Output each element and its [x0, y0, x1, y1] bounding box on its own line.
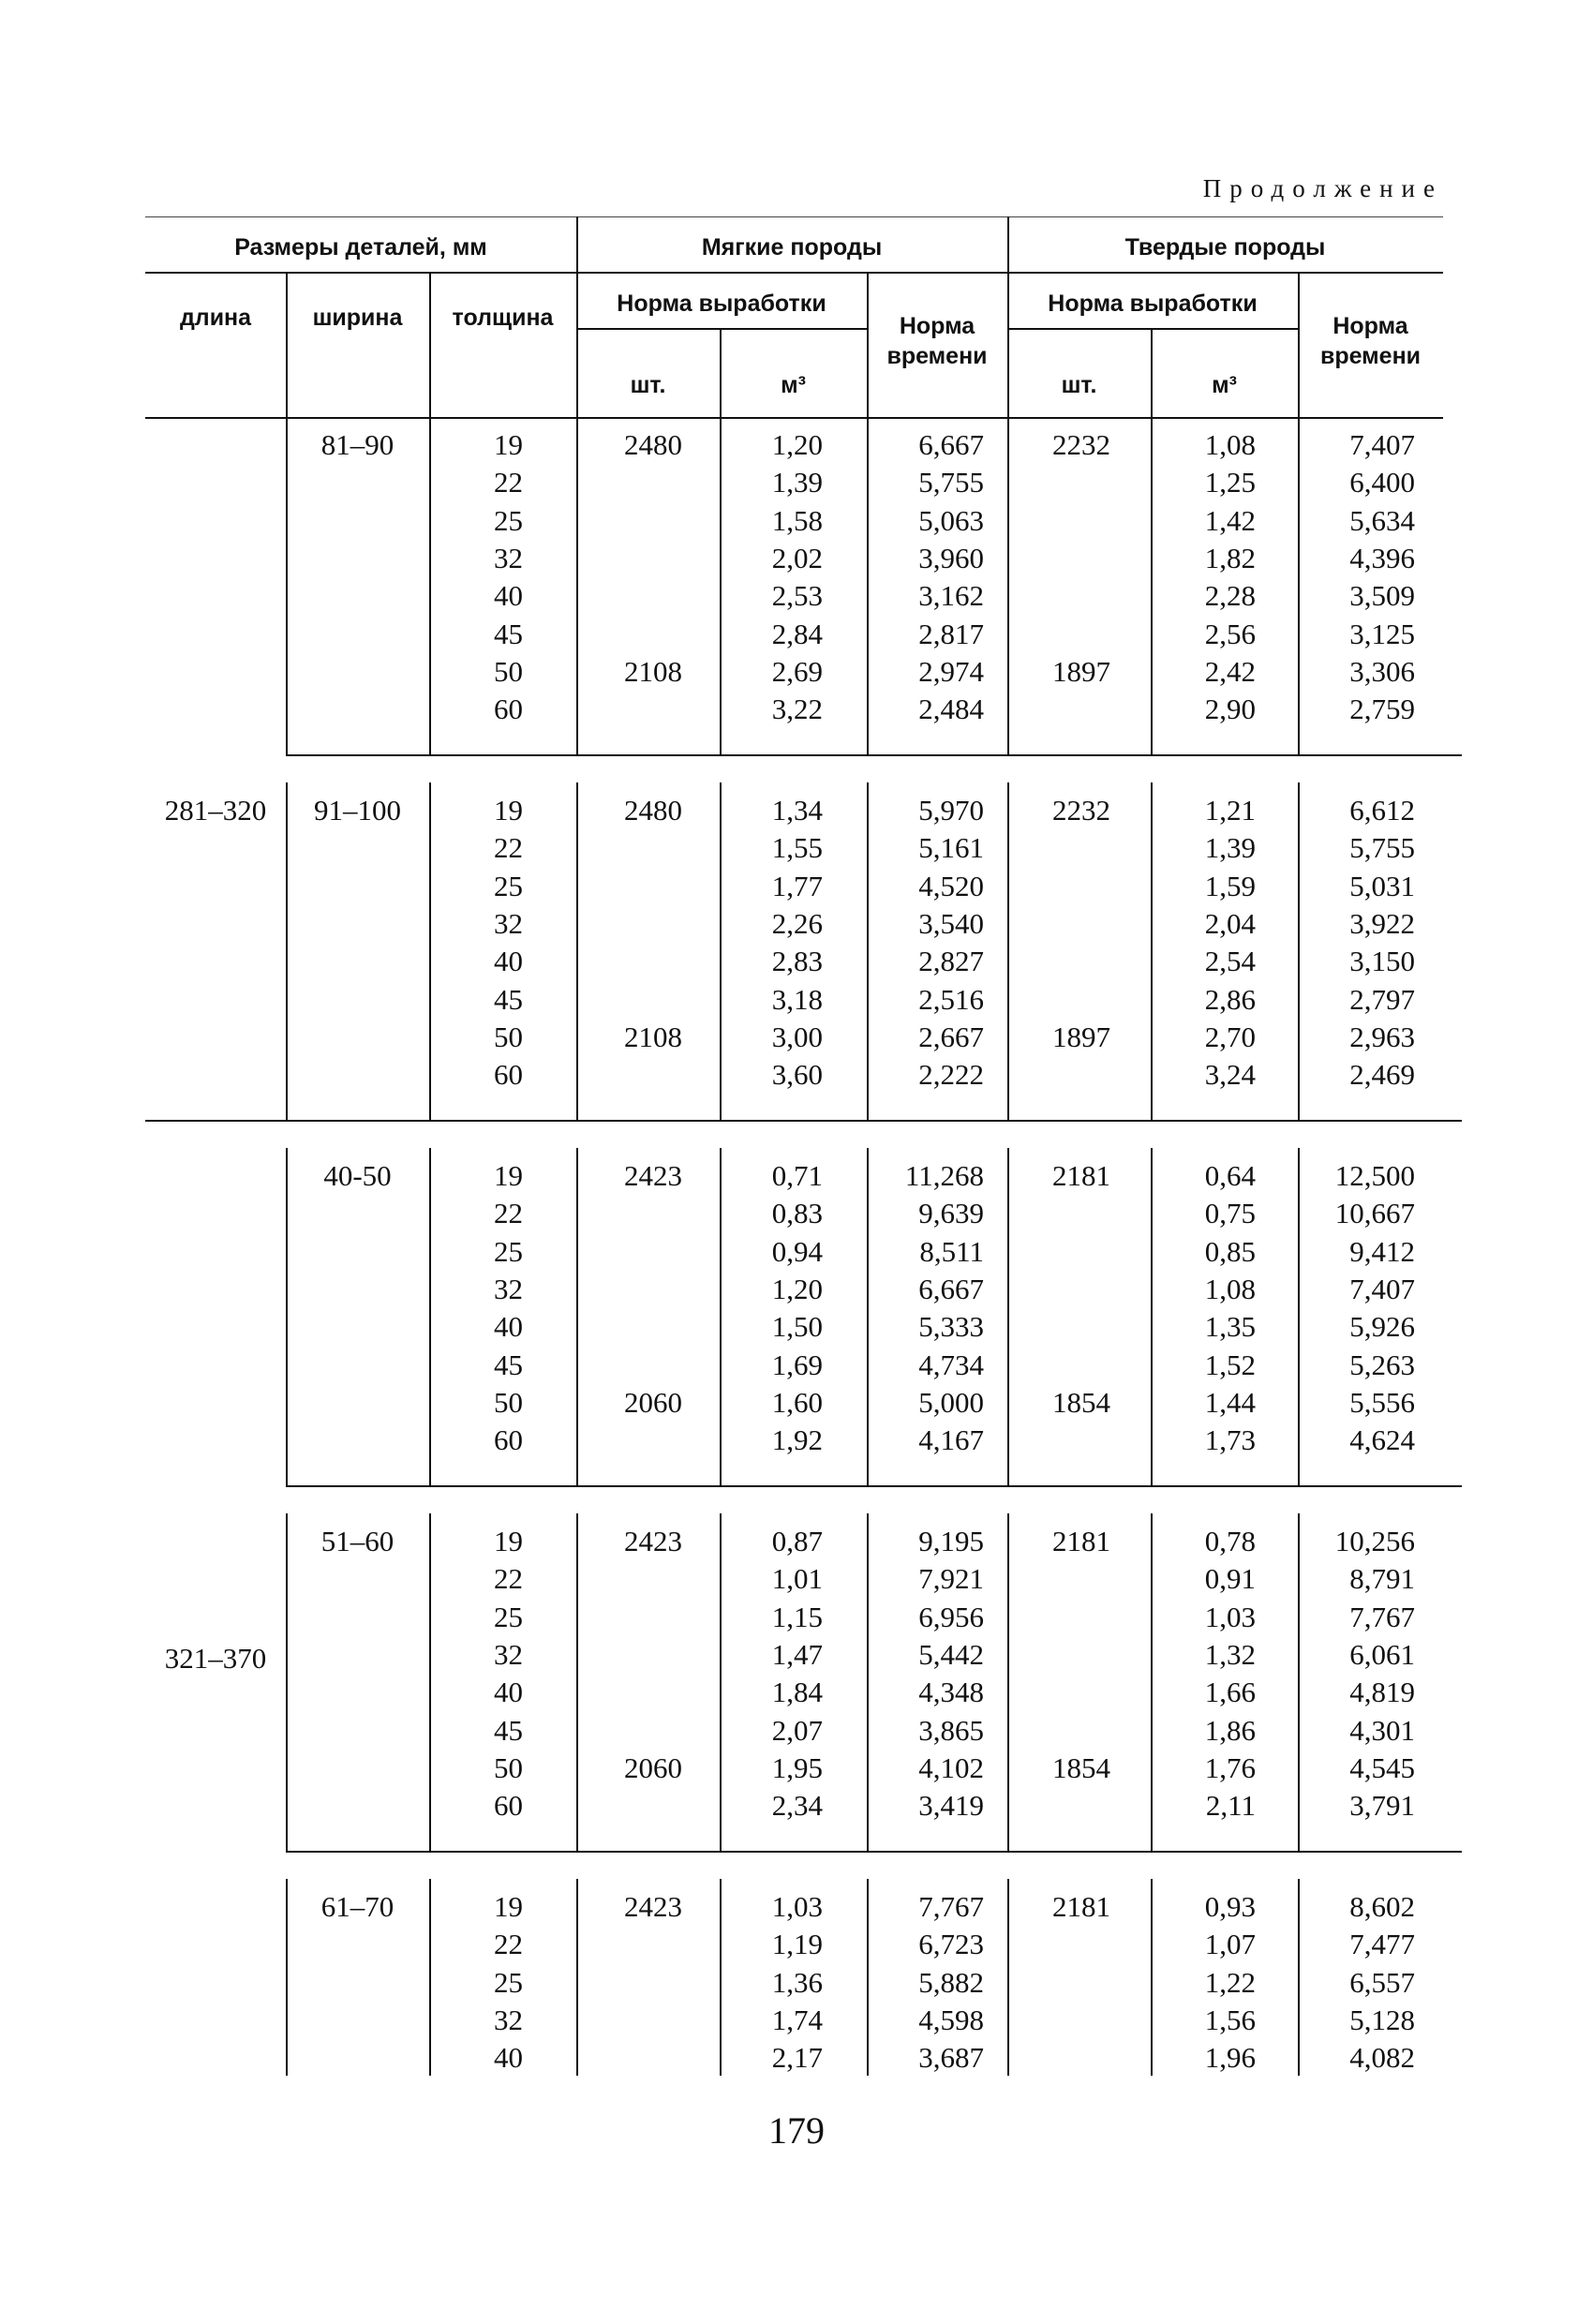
group-width: 81–90: [320, 428, 395, 461]
table-cell: 2,11: [1205, 1789, 1256, 1823]
table-cell: 50: [494, 1385, 523, 1419]
table-cell: 22: [494, 466, 523, 499]
table-cell: 5,755: [918, 466, 984, 499]
table-cell: 1,47: [771, 1637, 823, 1671]
table-cell: 2,963: [1349, 1020, 1415, 1053]
table-cell: 1,35: [1204, 1310, 1256, 1344]
table-cell: 7,921: [918, 1562, 984, 1596]
table-cell: 5,161: [918, 831, 984, 865]
table-cell: 19: [494, 794, 523, 827]
table-cell: 2480: [624, 428, 682, 461]
table-cell: 25: [494, 869, 523, 902]
table-cell: 2,56: [1204, 617, 1256, 650]
header-soft-time-norm-line1: Норма: [899, 313, 975, 339]
table-cell: 22: [494, 831, 523, 865]
header-soft-time-norm-line2: времени: [886, 343, 988, 369]
table-cell: 5,031: [1349, 869, 1415, 902]
body-vline: [1007, 782, 1009, 1120]
table-cell: 6,061: [1349, 1637, 1415, 1671]
table-cell: 5,755: [1349, 831, 1415, 865]
group-separator: [286, 754, 1462, 756]
table-cell: 1,20: [771, 1272, 823, 1305]
table-cell: 50: [494, 654, 523, 688]
table-cell: 5,263: [1349, 1348, 1415, 1381]
table-cell: 1897: [1052, 654, 1110, 688]
table-cell: 9,412: [1349, 1234, 1415, 1268]
table-cell: 2181: [1052, 1159, 1110, 1192]
table-cell: 4,348: [918, 1676, 984, 1709]
table-cell: 5,970: [918, 794, 984, 827]
group-width: 91–100: [314, 794, 401, 827]
table-cell: 2480: [624, 794, 682, 827]
table-cell: 1,20: [771, 428, 823, 461]
table-cell: 3,960: [918, 541, 984, 574]
table-cell: 1,22: [1204, 1965, 1256, 1999]
table-cell: 45: [494, 1713, 523, 1747]
table-cell: 4,102: [918, 1750, 984, 1784]
header-thickness: толщина: [452, 305, 554, 331]
header-soft-pcs: шт.: [630, 372, 666, 398]
table-cell: 1,59: [1204, 869, 1256, 902]
table-cell: 2232: [1052, 794, 1110, 827]
table-cell: 45: [494, 1348, 523, 1381]
table-cell: 22: [494, 1562, 523, 1596]
table-cell: 3,687: [918, 2041, 984, 2075]
table-cell: 32: [494, 2003, 523, 2036]
table-cell: 60: [494, 693, 523, 726]
table-cell: 0,83: [771, 1197, 823, 1230]
table-cell: 1,01: [771, 1562, 823, 1596]
table-cell: 1,66: [1204, 1676, 1256, 1709]
table-cell: 3,791: [1349, 1789, 1415, 1823]
table-cell: 2,797: [1349, 982, 1415, 1016]
table-cell: 3,509: [1349, 579, 1415, 613]
table-cell: 8,511: [919, 1234, 984, 1268]
table-cell: 25: [494, 1234, 523, 1268]
group-width: 61–70: [320, 1890, 395, 1923]
body-vline: [1007, 1148, 1009, 1485]
group-separator: [145, 1120, 1462, 1122]
header-soft-m3: м³: [781, 372, 806, 398]
table-cell: 45: [494, 617, 523, 650]
table-cell: 8,602: [1349, 1890, 1415, 1923]
table-cell: 50: [494, 1750, 523, 1784]
table-cell: 6,557: [1349, 1965, 1415, 1999]
table-cell: 1,08: [1204, 428, 1256, 461]
table-cell: 1,82: [1204, 541, 1256, 574]
table-cell: 32: [494, 1637, 523, 1671]
table-cell: 3,419: [918, 1789, 984, 1823]
table-cell: 7,477: [1349, 1928, 1415, 1961]
table-cell: 3,865: [918, 1713, 984, 1747]
table-cell: 40: [494, 1310, 523, 1344]
table-cell: 6,956: [918, 1600, 984, 1633]
table-cell: 40: [494, 945, 523, 978]
header-hard-woods: Твердые породы: [1124, 234, 1326, 261]
table-cell: 2108: [624, 654, 682, 688]
table-cell: 0,91: [1204, 1562, 1256, 1596]
table-cell: 1,73: [1204, 1423, 1256, 1457]
table-cell: 22: [494, 1928, 523, 1961]
table-cell: 25: [494, 1965, 523, 1999]
table-cell: 4,301: [1349, 1713, 1415, 1747]
table-cell: 2,69: [771, 654, 823, 688]
table-cell: 6,400: [1349, 466, 1415, 499]
table-cell: 1,39: [771, 466, 823, 499]
table-cell: 2,07: [771, 1713, 823, 1747]
header-length: длина: [179, 305, 252, 331]
header-width: ширина: [312, 305, 403, 331]
table-cell: 1,77: [771, 869, 823, 902]
table-cell: 1,36: [771, 1965, 823, 1999]
table-cell: 3,60: [771, 1058, 823, 1092]
table-cell: 7,407: [1349, 1272, 1415, 1305]
body-vline: [576, 782, 578, 1120]
table-cell: 10,667: [1334, 1197, 1415, 1230]
table-cell: 1,56: [1204, 2003, 1256, 2036]
table-cell: 19: [494, 428, 523, 461]
table-cell: 2,42: [1204, 654, 1256, 688]
header-hard-time-norm-line1: Норма: [1332, 313, 1408, 339]
table-cell: 1,84: [771, 1676, 823, 1709]
table-cell: 2,26: [771, 906, 823, 940]
page-number: 179: [768, 2109, 825, 2152]
table-cell: 2,484: [918, 693, 984, 726]
table-cell: 1,58: [771, 503, 823, 537]
table-cell: 7,767: [1349, 1600, 1415, 1633]
table-cell: 45: [494, 982, 523, 1016]
body-vline: [286, 417, 288, 754]
table-cell: 2,83: [771, 945, 823, 978]
table-cell: 5,063: [918, 503, 984, 537]
body-vline: [1007, 1513, 1009, 1851]
table-cell: 2,17: [771, 2041, 823, 2075]
table-cell: 2108: [624, 1020, 682, 1053]
table-cell: 1,32: [1204, 1637, 1256, 1671]
table-cell: 4,734: [918, 1348, 984, 1381]
table-cell: 40: [494, 579, 523, 613]
body-vline: [576, 1513, 578, 1851]
table-cell: 2,759: [1349, 693, 1415, 726]
table-cell: 2,827: [918, 945, 984, 978]
group-length: 321–370: [164, 1642, 267, 1675]
group-separator: [286, 1851, 1462, 1853]
table-cell: 19: [494, 1159, 523, 1192]
table-cell: 12,500: [1334, 1159, 1415, 1192]
table-cell: 3,162: [918, 579, 984, 613]
table-cell: 10,256: [1334, 1525, 1415, 1557]
table-cell: 3,150: [1349, 945, 1415, 978]
table-cell: 2,04: [1204, 906, 1256, 940]
table-cell: 4,624: [1349, 1423, 1415, 1457]
table-cell: 3,922: [1349, 906, 1415, 940]
table-cell: 5,128: [1349, 2003, 1415, 2036]
table-cell: 5,442: [918, 1637, 984, 1671]
table-cell: 50: [494, 1020, 523, 1053]
table-cell: 3,540: [918, 906, 984, 940]
table-cell: 1,76: [1204, 1750, 1256, 1784]
table-cell: 5,000: [918, 1385, 984, 1419]
table-cell: 1,74: [771, 2003, 823, 2036]
table-cell: 2,84: [771, 617, 823, 650]
table-cell: 7,407: [1349, 428, 1415, 461]
table-cell: 5,634: [1349, 503, 1415, 537]
table-cell: 9,195: [918, 1525, 984, 1557]
table-cell: 2,54: [1204, 945, 1256, 978]
group-width: 40-50: [323, 1159, 392, 1192]
table-cell: 1,42: [1204, 503, 1256, 537]
table-cell: 1,44: [1204, 1385, 1256, 1419]
table-cell: 2,53: [771, 579, 823, 613]
table-cell: 2423: [624, 1525, 682, 1557]
table-cell: 1,96: [1204, 2041, 1256, 2075]
table-cell: 3,24: [1204, 1058, 1256, 1092]
table-cell: 2,70: [1204, 1020, 1256, 1053]
header-hard-output-norm: Норма выработки: [1048, 290, 1258, 317]
table-cell: 9,639: [918, 1197, 984, 1230]
table-cell: 4,520: [918, 869, 984, 902]
table-cell: 1,86: [1204, 1713, 1256, 1747]
table-cell: 2,469: [1349, 1058, 1415, 1092]
continuation-label: Продолжение: [1202, 174, 1443, 202]
table-cell: 1,60: [771, 1385, 823, 1419]
table-cell: 4,545: [1349, 1750, 1415, 1784]
body-vline: [286, 782, 288, 1120]
table-cell: 40: [494, 1676, 523, 1709]
table-cell: 2,02: [771, 541, 823, 574]
table-cell: 6,723: [918, 1928, 984, 1961]
table-cell: 1,03: [771, 1890, 823, 1923]
table-cell: 11,268: [904, 1159, 984, 1192]
group-separator: [286, 1485, 1462, 1487]
table-cell: 32: [494, 1272, 523, 1305]
group-length: 281–320: [164, 794, 267, 827]
table-cell: 1,34: [771, 794, 823, 827]
table-cell: 1854: [1052, 1750, 1110, 1784]
table-cell: 1854: [1052, 1385, 1110, 1419]
table-cell: 0,64: [1204, 1159, 1256, 1192]
table-cell: 3,00: [771, 1020, 823, 1053]
table-cell: 1,69: [771, 1348, 823, 1381]
table-cell: 2,90: [1204, 693, 1256, 726]
table-cell: 4,396: [1349, 541, 1415, 574]
table-cell: 3,22: [771, 693, 823, 726]
table-cell: 2,34: [771, 1789, 823, 1823]
table-cell: 2,817: [918, 617, 984, 650]
table-cell: 60: [494, 1789, 523, 1823]
table-cell: 60: [494, 1058, 523, 1092]
table-cell: 2181: [1052, 1890, 1110, 1923]
table-cell: 1,50: [771, 1310, 823, 1344]
table-cell: 22: [494, 1197, 523, 1230]
table-cell: 3,125: [1349, 617, 1415, 650]
table-cell: 8,791: [1349, 1562, 1415, 1596]
table-cell: 32: [494, 541, 523, 574]
table-cell: 7,767: [918, 1890, 984, 1923]
table-cell: 1,25: [1204, 466, 1256, 499]
table-cell: 0,94: [771, 1234, 823, 1268]
table-cell: 3,306: [1349, 654, 1415, 688]
table-cell: 19: [494, 1525, 523, 1557]
table-cell: 25: [494, 503, 523, 537]
table-cell: 1,92: [771, 1423, 823, 1457]
table-cell: 6,612: [1349, 794, 1415, 827]
header-hard-pcs: шт.: [1061, 372, 1097, 398]
body-vline: [576, 1148, 578, 1485]
table-cell: 4,082: [1349, 2041, 1415, 2075]
header-soft-output-norm: Норма выработки: [617, 290, 826, 317]
table-cell: 2181: [1052, 1525, 1110, 1557]
table-cell: 5,882: [918, 1965, 984, 1999]
table-cell: 1,03: [1204, 1600, 1256, 1633]
table-cell: 32: [494, 906, 523, 940]
table-cell: 1,07: [1204, 1928, 1256, 1961]
table-cell: 4,167: [918, 1423, 984, 1457]
table-cell: 60: [494, 1423, 523, 1457]
body-vline: [576, 417, 578, 754]
table-cell: 1897: [1052, 1020, 1110, 1053]
table-cell: 25: [494, 1600, 523, 1633]
table-cell: 1,15: [771, 1600, 823, 1633]
table-cell: 2060: [624, 1385, 682, 1419]
header-hard-m3: м³: [1212, 372, 1237, 398]
table-cell: 1,39: [1204, 831, 1256, 865]
table-cell: 40: [494, 2041, 523, 2075]
table-cell: 0,75: [1204, 1197, 1256, 1230]
table-cell: 2423: [624, 1159, 682, 1192]
table-cell: 2423: [624, 1890, 682, 1923]
header-sizes: Размеры деталей, мм: [234, 234, 487, 261]
table-cell: 0,78: [1204, 1525, 1256, 1557]
table-cell: 5,926: [1349, 1310, 1415, 1344]
table-cell: 1,55: [771, 831, 823, 865]
table-cell: 0,93: [1204, 1890, 1256, 1923]
table-cell: 0,71: [771, 1159, 823, 1192]
table-cell: 2232: [1052, 428, 1110, 461]
header-hard-time-norm-line2: времени: [1319, 343, 1422, 369]
group-width: 51–60: [320, 1525, 395, 1557]
table-cell: 2,86: [1204, 982, 1256, 1016]
header-soft-woods: Мягкие породы: [701, 234, 883, 261]
table-cell: 5,333: [918, 1310, 984, 1344]
table-cell: 4,819: [1349, 1676, 1415, 1709]
table-cell: 1,52: [1204, 1348, 1256, 1381]
table-cell: 3,18: [771, 982, 823, 1016]
table-cell: 4,598: [918, 2003, 984, 2036]
table-cell: 1,21: [1204, 794, 1256, 827]
table-cell: 0,87: [771, 1525, 823, 1557]
table-cell: 2,516: [918, 982, 984, 1016]
table-cell: 2,28: [1204, 579, 1256, 613]
table-cell: 2,222: [918, 1058, 984, 1092]
table-cell: 1,19: [771, 1928, 823, 1961]
body-vline: [286, 1148, 288, 1485]
table-cell: 0,85: [1204, 1234, 1256, 1268]
body-vline: [286, 1513, 288, 1851]
table-cell: 6,667: [918, 1272, 984, 1305]
table-cell: 1,08: [1204, 1272, 1256, 1305]
table-cell: 6,667: [918, 428, 984, 461]
table-cell: 5,556: [1349, 1385, 1415, 1419]
body-vline: [1007, 417, 1009, 754]
table-cell: 2,667: [918, 1020, 984, 1053]
table-cell: 1,95: [771, 1750, 823, 1784]
table-cell: 19: [494, 1890, 523, 1923]
table-cell: 2,974: [918, 654, 984, 688]
table-cell: 2060: [624, 1750, 682, 1784]
